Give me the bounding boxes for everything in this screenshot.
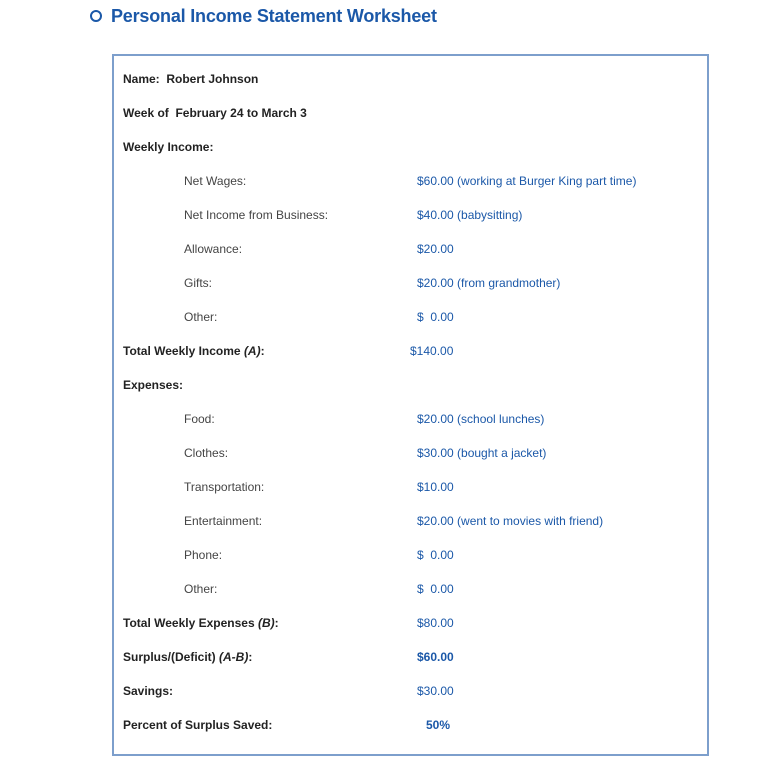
income-item-label: Net Income from Business: bbox=[184, 208, 329, 222]
expense-item-value: $20.00 (school lunches) bbox=[417, 412, 545, 426]
expense-item-label: Transportation: bbox=[184, 480, 265, 494]
expense-item-label: Other: bbox=[184, 582, 218, 596]
income-item-value: $ 0.00 bbox=[417, 310, 454, 324]
week-label: Week of bbox=[123, 106, 169, 120]
surplus-colon: : bbox=[248, 650, 253, 664]
weekly-income-label: Weekly Income: bbox=[123, 140, 214, 154]
income-item-label: Other: bbox=[184, 310, 218, 324]
income-item-value: $20.00 (from grandmother) bbox=[417, 276, 561, 290]
total-expenses-suffix: (B) bbox=[257, 616, 275, 630]
income-item-value: $40.00 (babysitting) bbox=[417, 208, 523, 222]
expense-item-value: $30.00 (bought a jacket) bbox=[417, 446, 547, 460]
total-expenses-value: $80.00 bbox=[417, 616, 454, 630]
week-row bbox=[123, 105, 307, 121]
total-expenses-label bbox=[123, 615, 279, 631]
page-title: Personal Income Statement Worksheet bbox=[111, 5, 437, 26]
total-income-text: Total Weekly Income bbox=[123, 344, 241, 358]
circle-bullet-icon bbox=[90, 10, 102, 22]
expenses-label: Expenses: bbox=[123, 378, 184, 392]
total-income-value: $140.00 bbox=[410, 344, 454, 358]
expense-item-label: Entertainment: bbox=[184, 514, 263, 528]
expense-item-value: $10.00 bbox=[417, 480, 454, 494]
total-expenses-colon: : bbox=[274, 616, 279, 630]
income-item-label: Gifts: bbox=[184, 276, 213, 290]
surplus-suffix: (A-B) bbox=[219, 650, 249, 664]
expense-item-label: Clothes: bbox=[184, 446, 229, 460]
expense-item-label: Phone: bbox=[184, 548, 223, 562]
week-value: February 24 to March 3 bbox=[175, 106, 307, 120]
percent-saved-value: 50% bbox=[426, 718, 451, 732]
income-item-label: Net Wages: bbox=[184, 174, 247, 188]
name-label: Name: bbox=[123, 72, 160, 86]
income-item-value: $20.00 bbox=[417, 242, 454, 256]
surplus-text: Surplus/(Deficit) bbox=[123, 650, 216, 664]
expense-item-label: Food: bbox=[184, 412, 215, 426]
total-expenses-text: Total Weekly Expenses bbox=[123, 616, 255, 630]
surplus-label bbox=[123, 649, 252, 665]
income-item-value: $60.00 (working at Burger King part time) bbox=[417, 174, 637, 188]
expense-item-value: $20.00 (went to movies with friend) bbox=[417, 514, 604, 528]
name-value: Robert Johnson bbox=[166, 72, 259, 86]
savings-value: $30.00 bbox=[417, 684, 454, 698]
total-income-colon: : bbox=[260, 344, 265, 358]
expense-item-value: $ 0.00 bbox=[417, 548, 454, 562]
income-item-label: Allowance: bbox=[184, 242, 243, 256]
name-row bbox=[123, 71, 258, 87]
total-income-suffix: (A) bbox=[243, 344, 261, 358]
savings-label: Savings: bbox=[123, 684, 174, 698]
worksheet-heading bbox=[90, 3, 437, 29]
percent-saved-label: Percent of Surplus Saved: bbox=[123, 718, 273, 732]
surplus-value: $60.00 bbox=[417, 650, 454, 664]
total-income-label bbox=[123, 343, 265, 359]
expense-item-value: $ 0.00 bbox=[417, 582, 454, 596]
